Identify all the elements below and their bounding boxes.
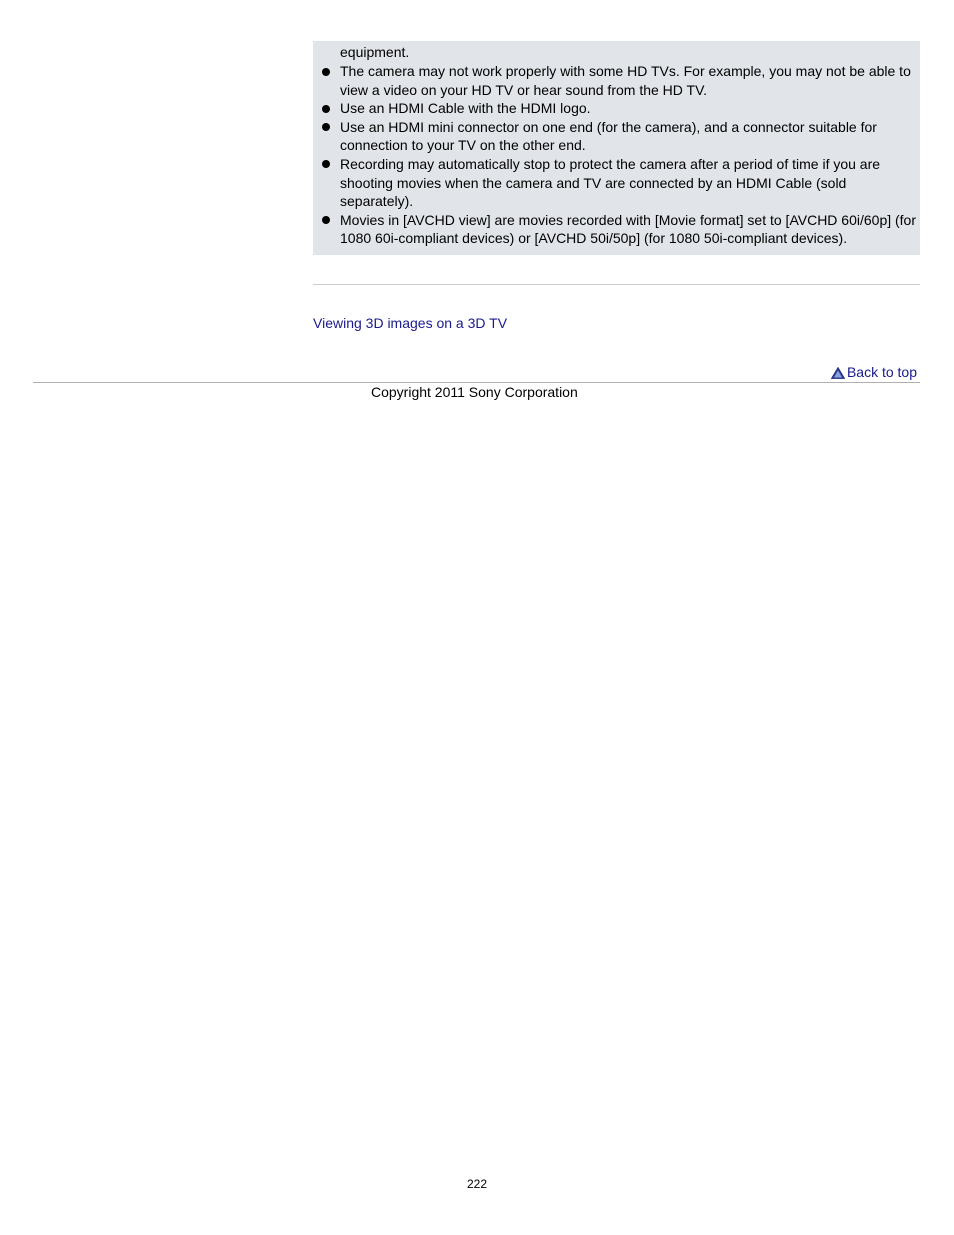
back-to-top-label: Back to top bbox=[846, 364, 917, 380]
list-item-text: Movies in [AVCHD view] are movies recorded with [Movie format] set to [AVCHD 60i/60p] (for 1080 60i-compliant devices) or [AVCHD 50i/50p] (for 1080 50i-compliant devices). bbox=[340, 211, 917, 247]
notes-list bbox=[313, 62, 918, 248]
list-item bbox=[313, 62, 918, 99]
copyright-text: Copyright 2011 Sony Corporation bbox=[371, 384, 578, 400]
list-item bbox=[313, 211, 918, 248]
section-divider bbox=[313, 284, 920, 285]
related-topic-link[interactable]: Viewing 3D images on a 3D TV bbox=[313, 315, 508, 331]
bullet-icon bbox=[322, 160, 330, 168]
list-item bbox=[313, 99, 918, 118]
list-item-text: Use an HDMI Cable with the HDMI logo. bbox=[340, 100, 591, 117]
list-item-text: Recording may automatically stop to protect the camera after a period of time if you are shooting movies when the camera and TV are connected by an HDMI Cable (sold separately). bbox=[340, 155, 881, 210]
triangle-up-icon bbox=[831, 367, 845, 379]
notes-box bbox=[313, 41, 920, 255]
list-item-text: The camera may not work properly with some HD TVs. For example, you may not be able to view a video on your HD TV or hear sound from the HD TV. bbox=[340, 63, 911, 98]
bullet-icon bbox=[322, 105, 330, 113]
footer-divider bbox=[33, 382, 920, 383]
back-to-top-link[interactable] bbox=[831, 364, 917, 381]
page-number: 222 bbox=[466, 1177, 488, 1191]
bullet-icon bbox=[322, 123, 330, 131]
list-item-text: Use an HDMI mini connector on one end (for the camera), and a connector suitable for connection to your TV on the other end. bbox=[340, 118, 877, 154]
list-item bbox=[313, 118, 918, 155]
notes-continuation-text: equipment. bbox=[340, 44, 410, 60]
list-item bbox=[313, 155, 918, 211]
bullet-icon bbox=[322, 68, 330, 76]
bullet-icon bbox=[322, 216, 330, 224]
